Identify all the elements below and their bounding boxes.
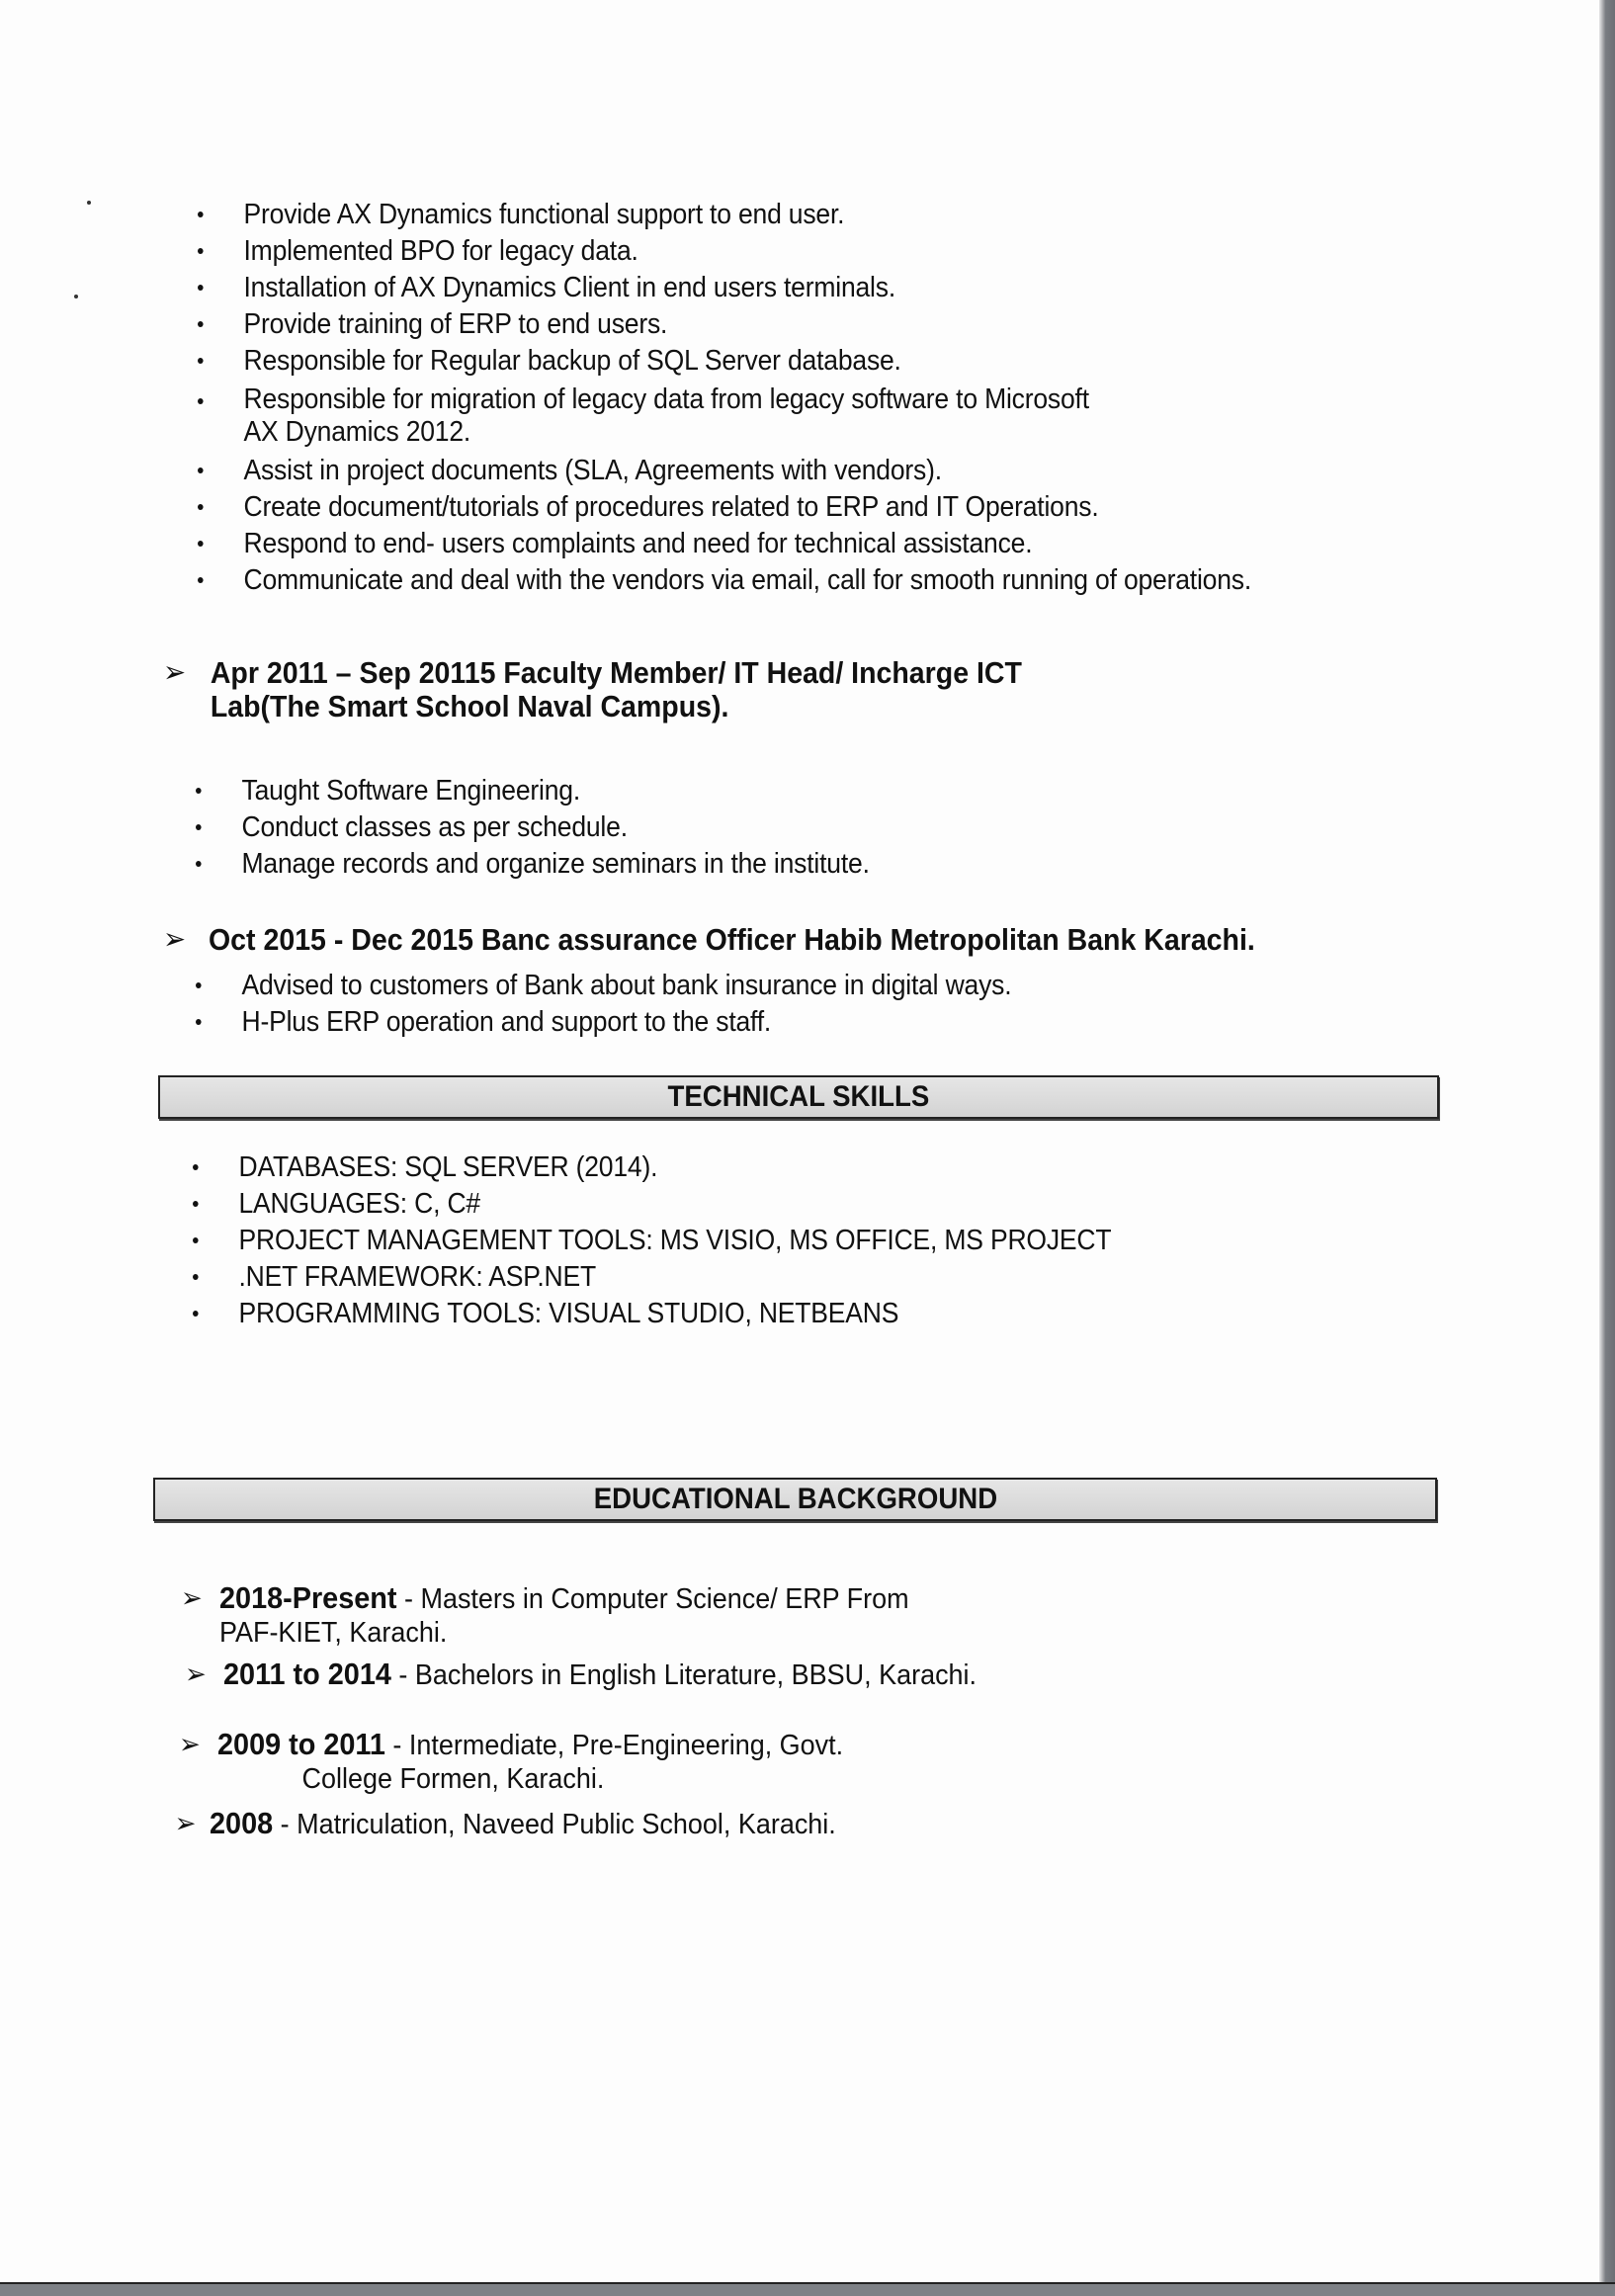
section-header-education	[153, 1478, 1437, 1521]
bullet-text: Advised to customers of Bank about bank insurance in digital ways.	[241, 970, 1012, 1001]
bullet-text: Responsible for Regular backup of SQL Server database.	[243, 345, 901, 377]
skill-text: PROJECT MANAGEMENT TOOLS: MS VISIO, MS OFFICE, MS PROJECT	[238, 1225, 1112, 1256]
skill-text: DATABASES: SQL SERVER (2014).	[238, 1151, 658, 1183]
bullet-icon	[198, 504, 204, 510]
list-item	[196, 1004, 1011, 1041]
list-item	[193, 1149, 1111, 1186]
bullet-text: Provide training of ERP to end users.	[243, 308, 668, 340]
bullet-icon	[193, 1237, 199, 1243]
skill-text: PROGRAMMING TOOLS: VISUAL STUDIO, NETBEANS	[238, 1298, 899, 1329]
scan-edge-right	[1599, 0, 1615, 2296]
bullet-text: Implemented BPO for legacy data.	[243, 235, 638, 267]
list-item	[198, 453, 1251, 489]
bullet-text: Responsible for migration of legacy data from legacy software to Microsoft	[243, 383, 1089, 415]
list-item	[193, 1259, 1111, 1296]
list-item	[193, 1296, 1111, 1332]
education-detail-continuation: College Formen, Karachi.	[301, 1763, 605, 1795]
bullet-text: Installation of AX Dynamics Client in end users terminals.	[243, 272, 896, 303]
education-item	[174, 1806, 836, 1841]
bullet-text: Respond to end- users complaints and need for technical assistance.	[243, 528, 1033, 559]
list-item	[193, 1186, 1111, 1223]
list-item	[198, 526, 1251, 562]
scan-speck	[74, 295, 78, 298]
education-item	[180, 1580, 909, 1650]
list-item	[198, 489, 1251, 526]
bullet-text: Conduct classes as per schedule.	[241, 811, 628, 843]
bullet-icon	[196, 982, 202, 988]
bullet-icon	[198, 212, 204, 217]
education-years: 2011 to 2014	[223, 1657, 391, 1691]
separator: -	[390, 1659, 415, 1691]
list-item	[193, 1223, 1111, 1259]
bullet-icon	[196, 1019, 202, 1025]
section-header-technical-skills	[158, 1075, 1439, 1119]
bullet-icon	[198, 468, 204, 473]
bullet-text: Create document/tutorials of procedures related to ERP and IT Operations.	[243, 491, 1099, 523]
job-title-line: Apr 2011 – Sep 20115 Faculty Member/ IT Head/ Incharge ICT	[210, 655, 1022, 690]
bullet-text: Communicate and deal with the vendors via email, call for smooth running of operations.	[243, 564, 1252, 596]
education-item	[184, 1657, 978, 1692]
bullet-icon	[198, 577, 204, 583]
bullet-text: H-Plus ERP operation and support to the staff.	[241, 1006, 772, 1038]
list-item	[198, 270, 1251, 306]
bullet-icon	[196, 861, 202, 867]
section-heading: EDUCATIONAL BACKGROUND	[593, 1483, 997, 1515]
bullet-icon	[198, 248, 204, 254]
arrow-bullet-icon: ➢	[174, 1808, 197, 1838]
bullet-icon	[193, 1201, 199, 1207]
bullet-icon	[198, 321, 204, 327]
job-title-line: Oct 2015 - Dec 2015 Banc assurance Officer Habib Metropolitan Bank Karachi.	[209, 922, 1255, 957]
education-detail-continuation: PAF-KIET, Karachi.	[219, 1617, 448, 1649]
list-item	[198, 343, 1251, 380]
scan-speck	[87, 201, 91, 205]
bullet-text: Manage records and organize seminars in the institute.	[241, 848, 870, 880]
bullet-text: Taught Software Engineering.	[241, 775, 581, 807]
education-detail: Masters in Computer Science/ ERP From	[420, 1583, 909, 1615]
list-item	[198, 562, 1251, 599]
job-title-line: Lab(The Smart School Naval Campus).	[210, 689, 729, 723]
experience-bullet-list	[198, 197, 1330, 599]
list-item	[196, 773, 870, 809]
bullet-text: Provide AX Dynamics functional support to end user.	[243, 199, 845, 230]
arrow-bullet-icon: ➢	[178, 1729, 201, 1759]
bullet-icon	[196, 788, 202, 794]
job-entry-title	[163, 923, 1255, 957]
skill-text: .NET FRAMEWORK: ASP.NET	[238, 1261, 596, 1293]
bullet-icon	[196, 824, 202, 830]
education-item	[178, 1727, 844, 1796]
list-item	[198, 197, 1251, 233]
skill-text: LANGUAGES: C, C#	[238, 1188, 480, 1220]
section-heading: TECHNICAL SKILLS	[667, 1080, 930, 1113]
bullet-icon	[198, 398, 204, 404]
arrow-bullet-icon: ➢	[163, 656, 187, 689]
education-years: 2008	[210, 1806, 274, 1840]
bullet-text: Assist in project documents (SLA, Agreements with vendors).	[243, 455, 942, 486]
list-item	[196, 809, 870, 846]
separator: -	[384, 1730, 409, 1761]
education-detail: Intermediate, Pre-Engineering, Govt.	[408, 1730, 844, 1761]
bullet-icon	[198, 541, 204, 547]
skills-list	[193, 1149, 1180, 1332]
separator: -	[273, 1809, 298, 1840]
bullet-icon	[193, 1274, 199, 1280]
separator: -	[396, 1583, 421, 1615]
arrow-bullet-icon: ➢	[163, 923, 187, 956]
job-bullet-list	[196, 968, 1073, 1041]
education-detail: Matriculation, Naveed Public School, Karachi.	[297, 1809, 836, 1840]
bullet-icon	[198, 285, 204, 291]
arrow-bullet-icon: ➢	[180, 1582, 203, 1613]
job-bullet-list	[196, 773, 920, 883]
list-item	[198, 383, 1251, 449]
bullet-icon	[198, 358, 204, 364]
bullet-text-continuation: AX Dynamics 2012.	[243, 416, 471, 448]
education-years: 2009 to 2011	[217, 1727, 385, 1761]
arrow-bullet-icon: ➢	[184, 1658, 207, 1689]
job-entry-title	[163, 656, 1022, 723]
list-item	[196, 846, 870, 883]
list-item	[198, 233, 1251, 270]
list-item	[196, 968, 1011, 1004]
bullet-icon	[193, 1311, 199, 1317]
education-detail: Bachelors in English Literature, BBSU, Karachi.	[414, 1659, 978, 1691]
list-item	[198, 306, 1251, 343]
education-years: 2018-Present	[219, 1580, 397, 1615]
scan-edge-bottom	[0, 2282, 1615, 2296]
bullet-icon	[193, 1164, 199, 1170]
